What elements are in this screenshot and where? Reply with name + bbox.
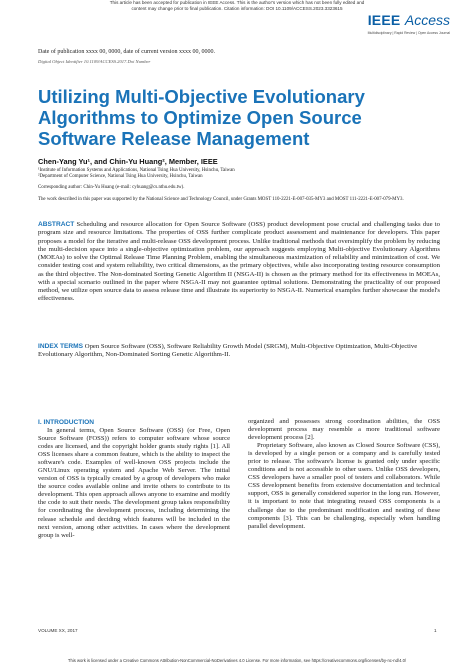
index-terms	[38, 343, 440, 360]
abstract	[38, 221, 440, 304]
notice-line-2: content may change prior to final publication. Citation information: DOI 10.1109/ACCESS.2023.3323615	[131, 6, 343, 12]
ieee-access-logo	[368, 12, 450, 35]
intro-paragraph-2: Proprietary Software, also known as Closed Source Software (CSS), is developed by a single person or a company and is carefully tested prior to release. The software's license is granted only under specific conditions and is not accessible to other users. Unlike OSS developers, CSS developers have a smaller pool of testers and collaborators. While CSS development benefits from extensive documentation and technical support, OSS is generally considered superior in the long run. However, it is important to note that integrating reused OSS components is a challenge due to the predominant modification and nesting of these components [3]. This can be challenging, especially when handling parallel development.	[248, 442, 440, 530]
publication-date: Date of publication xxxx 00, 0000, date of current version xxxx 00, 0000.	[38, 49, 215, 55]
body-column-right	[248, 418, 440, 531]
author-list: Chen-Yang Yu¹, and Chin-Yu Huang², Member, IEEE	[38, 157, 218, 166]
abstract-label: ABSTRACT	[38, 221, 75, 228]
affiliation-1: ¹Institute of Information Systems and Applications, National Tsing Hua University, Hsinchu, Taiwan	[38, 168, 235, 173]
index-terms-text: Open Source Software (OSS), Software Reliability Growth Model (SRGM), Multi-Objective Optimization, Multi-Objective Evolutionary Algorithm, Non-Dominated Sorting Genetic Algorithm-II.	[38, 343, 418, 359]
funding-note: The work described in this paper was supported by the National Science and Technology Council, under Grants MOST 110-2221-E-007-035-MY3 and MOST 111-2221-E-007-079-MY3.	[38, 197, 404, 202]
body-column-left	[38, 418, 230, 540]
notice-line-1: This article has been accepted for publication in IEEE Access. This is the author's version which has not been fully edited and	[109, 0, 365, 5]
logo-wordmark	[368, 12, 450, 30]
doi-line: Digital Object Identifier 10.1109/ACCESS.2017.Doi Number	[38, 59, 151, 64]
intro-paragraph-continued: organized and possesses strong coordination abilities, the OSS development process may resemble a more traditional software development process [2].	[248, 418, 440, 442]
volume-footer: VOLUME XX, 2017	[38, 628, 78, 633]
logo-word-access: Access	[404, 12, 450, 28]
license-notice: This work is licensed under a Creative Commons Attribution-NonCommercial-NoDerivatives 4.0 License. For more information, see https://creativecommons.org/licenses/by-nc-nd/4.0/	[67, 658, 407, 663]
paper-title: Utilizing Multi-Objective Evolutionary Algorithms to Optimize Open Source Software Release Management	[38, 86, 365, 149]
logo-word-ieee: IEEE	[367, 12, 401, 28]
page-number: 1	[434, 628, 437, 633]
section-heading-introduction: I. INTRODUCTION	[38, 419, 95, 426]
corresponding-author: Corresponding author: Chin-Yu Huang (e-mail: cyhuang@cs.nthu.edu.tw).	[38, 185, 185, 190]
publication-notice	[0, 0, 474, 13]
abstract-text: Scheduling and resource allocation for Open Source Software (OSS) product development pose crucial and challenging tasks due to program size and resource limitations. The properties of OSS further complicate product assessment and maintenance for developers. This paper proposes a model for the iterative and multi-release OSS development process. Unlike traditional methods that oversimplify the problem by reducing the multi-decision space into a single-objective optimization problem, our approach suggests employing Multi-objective Evolutionary Algorithms (MOEAs) to solve the Optimal Release Time Planning Problem, enabling the simultaneous maximization of reliability and minimization of cost. We consider testing cost and system reliability, two critical dimensions, as the primary objectives, while also incorporating testing resource consumption as the third objective. The Non-dominated Sorting Genetic Algorithm II (NSGA-II) is chosen as the primary method for its effectiveness in MOEAs, with a special scenario outlined in the paper where NSGA-II may not guarantee optimal solutions. Demonstrating the practicality of our proposed method, we utilize open source data to assess release time and illustrate its superiority to NSGA-II. Numerical examples further showcase the model's effectiveness.	[38, 221, 441, 303]
intro-paragraph-1: In general terms, Open Source Software (OSS) (or Free, Open Source Software (FOSS)) refers to computer software whose source codes are licensed, and the copyright holder grants study rights [1]. All OSS licenses share a common feature, which is the ability to inspect the software's code. Examples of well-known OSS projects include the GNU/Linux operating system and Apache Web Server. The initial version of OSS is typically created by a group of developers who make the source codes available online and invite others to contribute to its development. This open approach allows anyone to examine and modify the code to suit their needs. The development group takes responsibility for coordinating the development process, including determining the release schedule and deciding which features will be included in the next version, among other activities. In cases where the development group is well-	[38, 427, 230, 539]
affiliation-2: ²Department of Computer Science, National Tsing Hua University, Hsinchu, Taiwan	[38, 174, 203, 179]
index-terms-label: INDEX TERMS	[38, 343, 84, 350]
logo-tagline: Multidisciplinary | Rapid Review | Open Access Journal	[367, 31, 450, 35]
